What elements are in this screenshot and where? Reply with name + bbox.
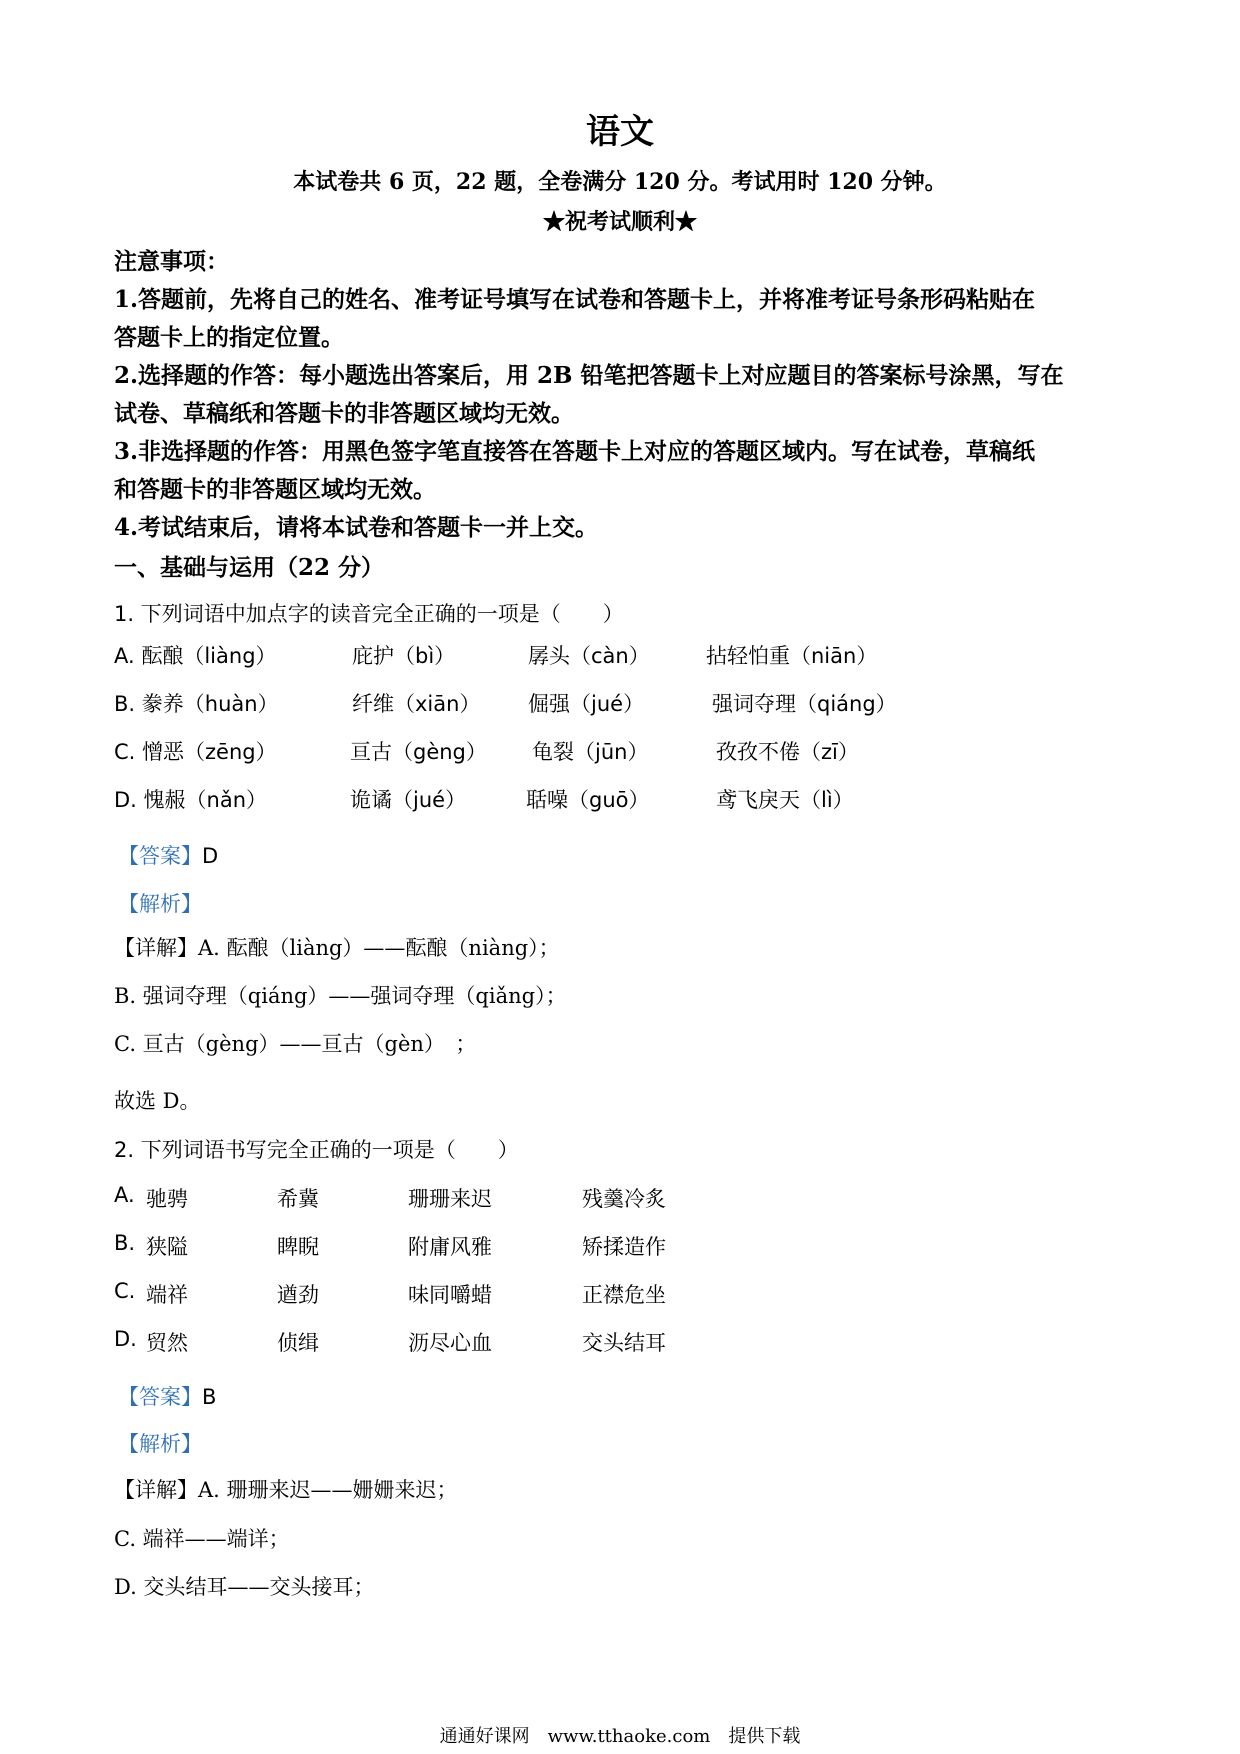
section-title: 一、基础与运用（22 分） xyxy=(114,554,385,581)
option-c-letter: C. xyxy=(114,1279,136,1303)
answer-line xyxy=(118,1381,216,1411)
detail-line: B. 强词夺理（qiáng）——强词夺理（qiǎng）； xyxy=(114,984,567,1008)
option-d-word-1: D. 愧赧（nǎn） xyxy=(114,788,268,812)
detail-line: 【详解】A. 酝酿（liàng）——酝酿（niàng）； xyxy=(114,936,560,960)
note-line: 3.非选择题的作答：用黑色签字笔直接答在答题卡上对应的答题区域内。写在试卷，草稿纸 xyxy=(114,438,1036,465)
option-c-word-1: 端祥 xyxy=(146,1283,188,1307)
note-line: 1.答题前，先将自己的姓名、准考证号填写在试卷和答题卡上，并将准考证号条形码粘贴在 xyxy=(114,286,1036,313)
analysis-label: 【解析】 xyxy=(118,892,202,916)
option-c-word-4: 孜孜不倦（zī） xyxy=(716,740,859,764)
notes-heading: 注意事项： xyxy=(114,248,229,275)
option-a-word-1: 驰骋 xyxy=(146,1187,188,1211)
analysis-label: 【解析】 xyxy=(118,1432,202,1456)
detail-line: C. 端祥——端详； xyxy=(114,1527,290,1551)
note-line: 试卷、草稿纸和答题卡的非答题区域均无效。 xyxy=(114,400,574,427)
note-line: 4.考试结束后，请将本试卷和答题卡一并上交。 xyxy=(114,514,599,541)
option-b-word-2: 纤维（xiān） xyxy=(352,692,481,716)
exam-info: 本试卷共 6 页，22 题，全卷满分 120 分。考试用时 120 分钟。 xyxy=(293,169,947,195)
option-b-word-4: 矫揉造作 xyxy=(582,1235,666,1259)
note-line: 答题卡上的指定位置。 xyxy=(114,324,344,351)
option-d-word-4: 鸢飞戾天（lì） xyxy=(716,788,854,812)
option-b-word-1: B. 豢养（huàn） xyxy=(114,692,279,716)
option-c-word-3: 味同嚼蜡 xyxy=(408,1283,492,1307)
option-d-word-1: 贸然 xyxy=(146,1331,188,1355)
option-a-word-3: 孱头（càn） xyxy=(528,644,650,668)
option-d-word-3: 聒噪（guō） xyxy=(526,788,650,812)
option-b-word-2: 睥睨 xyxy=(277,1235,319,1259)
option-b-letter: B. xyxy=(114,1231,136,1255)
option-c-word-2: 遒劲 xyxy=(277,1283,319,1307)
option-b-word-1: 狭隘 xyxy=(146,1235,188,1259)
page-title: 语文 xyxy=(586,112,654,152)
question-stem: 2. 下列词语书写完全正确的一项是（ ） xyxy=(114,1138,519,1162)
detail-line: 故选 D。 xyxy=(114,1089,201,1113)
option-c-word-2: 亘古（gèng） xyxy=(350,740,487,764)
footer-watermark: 通通好课网 www.tthaoke.com 提供下载 xyxy=(439,1726,801,1747)
option-c-word-4: 正襟危坐 xyxy=(582,1283,666,1307)
option-b-word-3: 倔强（jué） xyxy=(528,692,645,716)
note-line: 和答题卡的非答题区域均无效。 xyxy=(114,476,436,503)
detail-line: D. 交头结耳——交头接耳； xyxy=(114,1575,375,1599)
option-c-word-1: C. 憎恶（zēng） xyxy=(114,740,277,764)
option-a-word-4: 残羹冷炙 xyxy=(582,1187,666,1211)
option-c-word-3: 龟裂（jūn） xyxy=(532,740,649,764)
answer-value: D xyxy=(202,844,219,868)
question-stem: 1. 下列词语中加点字的读音完全正确的一项是（ ） xyxy=(114,602,624,626)
answer-line xyxy=(118,840,218,870)
option-a-letter: A. xyxy=(114,1183,135,1207)
option-a-word-4: 拈轻怕重（niān） xyxy=(706,644,878,668)
note-line: 2.选择题的作答：每小题选出答案后，用 2B 铅笔把答题卡上对应题目的答案标号涂黑，写在 xyxy=(114,362,1064,389)
option-b-word-3: 附庸风雅 xyxy=(408,1235,492,1259)
option-a-word-3: 珊珊来迟 xyxy=(408,1187,492,1211)
answer-label: 【答案】 xyxy=(118,844,202,868)
option-a-word-1: A. 酝酿（liàng） xyxy=(114,644,277,668)
option-a-word-2: 希冀 xyxy=(277,1187,319,1211)
option-a-word-2: 庇护（bì） xyxy=(352,644,456,668)
wish-line: ★祝考试顺利★ xyxy=(542,209,697,235)
option-b-word-4: 强词夺理（qiáng） xyxy=(712,692,897,716)
detail-line: C. 亘古（gèng）——亘古（gèn） ； xyxy=(114,1032,477,1056)
detail-line: 【详解】A. 珊珊来迟——姗姗来迟； xyxy=(114,1478,458,1502)
option-d-word-3: 沥尽心血 xyxy=(408,1331,492,1355)
answer-label: 【答案】 xyxy=(118,1385,202,1409)
option-d-word-2: 诡谲（jué） xyxy=(350,788,467,812)
answer-value: B xyxy=(202,1385,217,1409)
option-d-word-4: 交头结耳 xyxy=(582,1331,666,1355)
option-d-letter: D. xyxy=(114,1327,137,1351)
option-d-word-2: 侦缉 xyxy=(277,1331,319,1355)
